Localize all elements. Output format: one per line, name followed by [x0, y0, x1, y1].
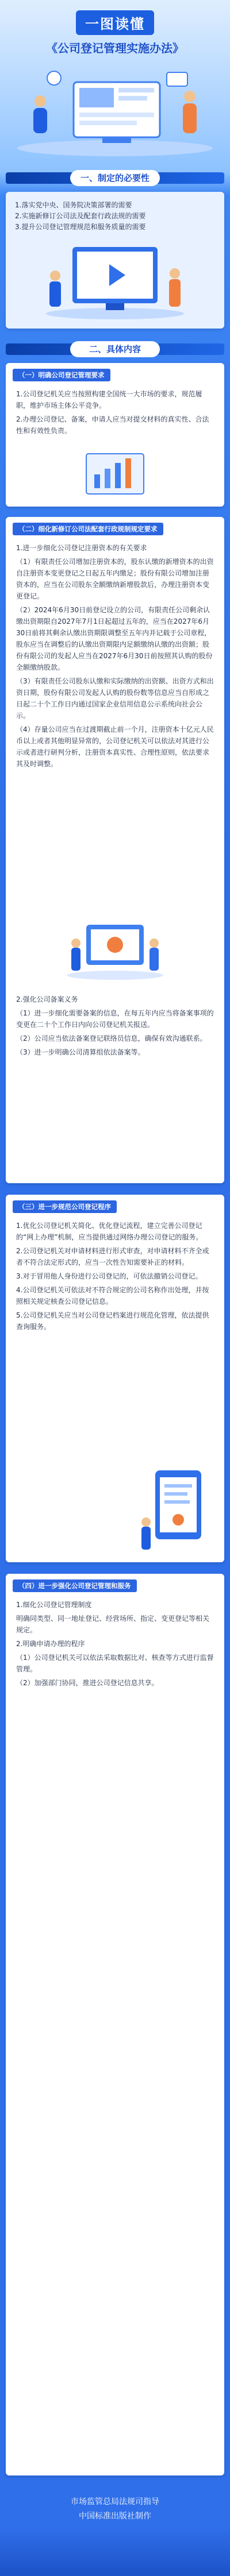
part1-line: 1.公司登记机关应当按照构建全国统一大市场的要求，规范履职，维护市场主体公平竞争。: [16, 390, 202, 410]
part1-line: 2.办理公司登记、备案，申请人应当对提交材料的真实性、合法性和有效性负责。: [16, 415, 209, 435]
part3-text: [16, 1220, 214, 1335]
part3-line: 3.对于冒用他人身份进行公司登记的，可依法撤销公司登记。: [16, 1272, 202, 1280]
part2-line: （1）有限责任公司增加注册资本的，股东认缴的新增资本的出资自注册资本变更登记之日起五年内缴足；股份有限公司增加注册资本的，应当在公司股东全额缴纳新增股款后，办理注册资本变更登记。: [16, 558, 214, 600]
section1-header: [6, 170, 224, 186]
part4-line: 1.细化公司登记管理制度: [16, 1601, 92, 1609]
header-badge: 一图读懂: [76, 10, 154, 35]
part1-label: （一）明确公司登记管理要求: [13, 369, 110, 381]
section1-illustration: [38, 241, 192, 322]
part2-line: （4）存量公司应当在过渡期截止前一个月，注册资本十亿元人民币以上或者其他明显异常的，公司登记机关可以依法对其进行公示或者进行研判分析，注册资本真实性、合理性原则，依法要求其及时调整。: [16, 725, 214, 768]
necessity-item: 2.实施新修订公司法及配套行政法规的需要: [15, 212, 146, 220]
hero-illustration: [10, 62, 220, 160]
part4-line: （1）公司登记机关可以依法采取数据比对、核查等方式进行监督管理。: [16, 1654, 214, 1673]
part4-text: [16, 1599, 214, 1691]
part1-card: [6, 363, 224, 507]
part2-line: （2）公司应当依法备案登记联络员信息，确保有效沟通联系。: [16, 1034, 207, 1042]
section1-card: [6, 192, 224, 329]
part3-line: 1.优化公司登记机关简化、优化登记流程，建立完善公司登记的“网上办理”机制，应当提供通过网络办理公司登记的服务。: [16, 1222, 203, 1241]
part2-label: （二）细化新修订公司法配套行政规制规定要求: [13, 523, 163, 535]
section2-title: 二、具体内容: [70, 341, 160, 357]
section1-title: 一、制定的必要性: [70, 170, 160, 186]
necessity-item: 1.落实党中央、国务院决策部署的需要: [15, 201, 132, 209]
part2-line: 2.强化公司备案义务: [16, 995, 78, 1003]
header: [0, 10, 230, 35]
part3-card: [6, 1195, 224, 1562]
part2-line: （2）2024年6月30日前登记设立的公司，有限责任公司剩余认缴出资期限自2027年7月1日起超过五年的，应当在2027年6月30日前将其剩余认缴出资期限调整至五年内并记载于公司章程，股东应当在调整后的认缴出资期限内足额缴纳认缴的出资额；股份有限公司的发起人应当在2027年6月30日前按照其认购的股份全额缴纳股款。: [16, 606, 213, 671]
part2-text: [16, 542, 214, 772]
part3-label: （三）进一步规范公司登记程序: [13, 1200, 117, 1213]
part2-line: 1.进一步细化公司登记注册资本的有关要求: [16, 544, 147, 552]
part1-text: [16, 388, 214, 439]
part2-line: （1）进一步细化需要备案的信息，在每五年内应当将备案事项的变更在二十个工作日内向公司登记机关报送。: [16, 1009, 214, 1029]
header-title: 《公司登记管理实施办法》: [46, 41, 184, 55]
part4-label: （四）进一步强化公司登记管理和服务: [13, 1579, 137, 1592]
footer-line2: 中国标准出版社制作: [79, 2512, 151, 2521]
section2-header: [6, 341, 224, 357]
part2-card: [6, 517, 224, 1183]
part3-illustration: [138, 1465, 218, 1557]
necessity-list: [15, 200, 210, 233]
part4-card: [6, 1574, 224, 2475]
part3-line: 4.公司登记机关可依法对不符合规定的公司名称作出处理，并按照相关规定核查公司登记信息。: [16, 1286, 209, 1306]
part3-line: 5.公司登记机关应当对公司登记档案进行规范化管理，依法提供查询服务。: [16, 1311, 209, 1331]
part3-line: 2.公司登记机关对申请材料进行形式审查，对申请材料不齐全或者不符合法定形式的，应当一次性告知需要补正的材料。: [16, 1247, 209, 1266]
part4-line: 明确同类型、同一地址登记、经营场所、指定、变更登记等相关规定。: [16, 1615, 210, 1634]
necessity-item: 3.提升公司登记管理规范和服务质量的需要: [15, 223, 146, 231]
part1-illustration: [75, 449, 155, 501]
part4-line: （2）加强部门协同，推进公司登记信息共享。: [16, 1679, 159, 1687]
part2-line: （3）进一步明确公司清算组依法备案等。: [16, 1048, 145, 1056]
part2-line: （3）有限责任公司股东认缴和实际缴纳的出资额、出资方式和出资日期，股份有限公司发起人认购的股份数等信息应当自形成之日起二十个工作日内通过国家企业信用信息公示系统向社会公示。: [16, 677, 214, 720]
part2-text-2: [16, 994, 214, 1060]
part4-line: 2.明确申请办理的程序: [16, 1640, 85, 1648]
part2-illustration: [63, 913, 167, 982]
footer-line1: 市场监管总局法规司指导: [71, 2497, 159, 2507]
